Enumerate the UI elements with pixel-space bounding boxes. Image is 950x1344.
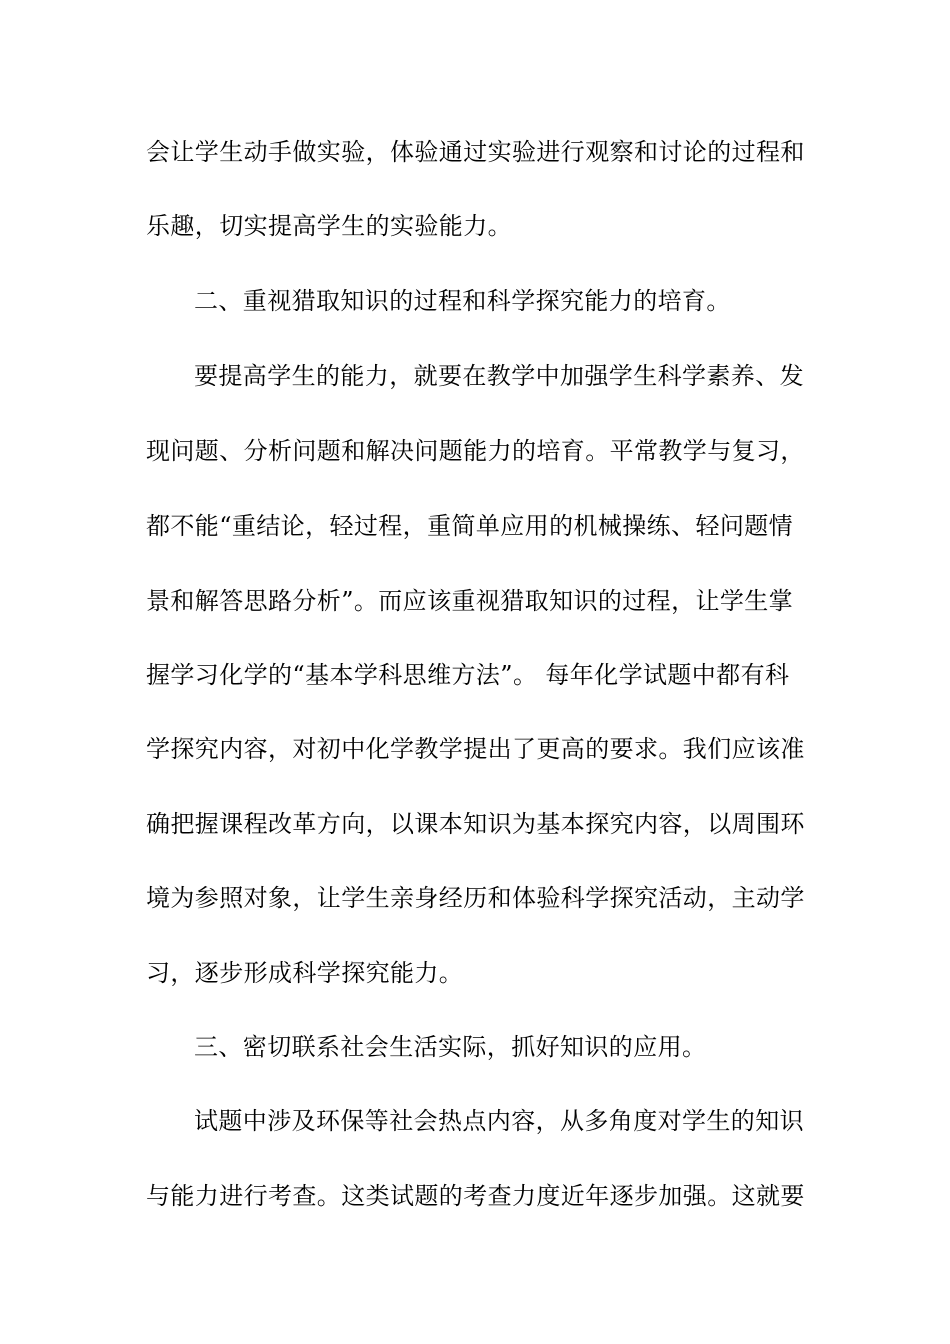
- paragraph-first-line: 要提高学生的能力，就要在教学中加强学生科学素养、发: [194, 362, 804, 390]
- section-heading-2: 二、重视猎取知识的过程和科学探究能力的培育。: [194, 287, 731, 315]
- section-heading-3: 三、密切联系社会生活实际，抓好知识的应用。: [194, 1033, 707, 1061]
- text-line: 现问题、分析问题和解决问题能力的培育。平常教学与复习，: [146, 437, 805, 465]
- text-line: 与能力进行考查。这类试题的考查力度近年逐步加强。这就要: [146, 1182, 805, 1210]
- text-line: 景和解答思路分析”。而应该重视猎取知识的过程，让学生掌: [146, 587, 794, 615]
- text-line: 学探究内容，对初中化学教学提出了更高的要求。我们应该准: [146, 735, 805, 763]
- text-line: 确把握课程改革方向，以课本知识为基本探究内容，以周围环: [146, 810, 805, 838]
- text-line: 会让学生动手做实验，体验通过实验进行观察和讨论的过程和: [146, 138, 805, 166]
- text-line: 境为参照对象，让学生亲身经历和体验科学探究活动，主动学: [146, 884, 805, 912]
- text-line: 握学习化学的“基本学科思维方法”。 每年化学试题中都有科: [146, 661, 790, 689]
- text-line: 都不能“重结论，轻过程，重简单应用的机械操练、轻问题情: [146, 512, 794, 540]
- text-line: 习，逐步形成科学探究能力。: [146, 959, 464, 987]
- text-line: 乐趣，切实提高学生的实验能力。: [146, 212, 512, 240]
- paragraph-first-line: 试题中涉及环保等社会热点内容，从多角度对学生的知识: [194, 1107, 804, 1135]
